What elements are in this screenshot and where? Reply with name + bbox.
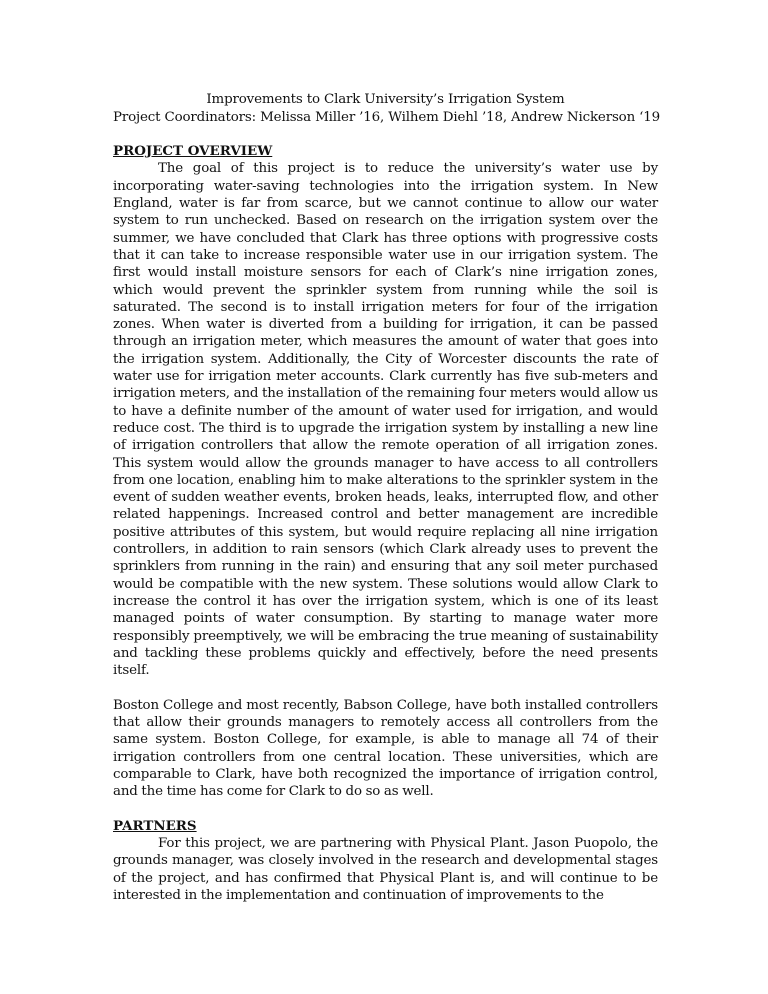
project-coordinators: Project Coordinators: Melissa Miller ’16, Wilhem Diehl ’18, Andrew Nickerson ‘19	[113, 109, 661, 125]
document-title: Improvements to Clark University’s Irrigation System	[206, 92, 565, 107]
project-overview-heading: PROJECT OVERVIEW	[113, 143, 273, 160]
partners-heading: PARTNERS	[113, 817, 197, 834]
paragraph-spacer	[113, 679, 658, 696]
partners-section	[113, 818, 658, 904]
document-page	[113, 91, 661, 904]
overview-paragraph-1: The goal of this project is to reduce the university’s water use by incorporating water-saving technologies into the irrigation system. In New England, water is far from scarce, but we cannot continue to allow our water system to run unchecked. Based on research on the irrigation system over the summer, we have concluded that Clark has three options with progressive costs that it can take to increase responsible water use in our irrigation system. The first would install moisture sensors for each of Clark’s nine irrigation zones, which would prevent the sprinkler system from running while the soil is saturated. The second is to install irrigation meters for four of the irrigation zones. When water is diverted from a building for irrigation, it can be passed through an irrigation meter, which measures the amount of water that goes into the irrigation system. Additionally, the City of Worcester discounts the rate of water use for irrigation meter accounts. Clark currently has five sub-meters and irrigation meters, and the installation of the remaining four meters would allow us to have a definite number of the amount of water used for irrigation, and would reduce cost. The third is to upgrade the irrigation system by installing a new line of irrigation controllers that allow the remote operation of all irrigation zones. This system would allow the grounds manager to have access to all controllers from one location, enabling him to make alterations to the sprinkler system in the event of sudden weather events, broken heads, leaks, interrupted flow, and other related happenings. Increased control and better management are incredible positive attributes of this system, but would require replacing all nine irrigation controllers, in addition to rain sensors (which Clark already uses to prevent the sprinklers from running in the rain) and ensuring that any soil meter purchased would be compatible with the new system. These solutions would allow Clark to increase the control it has over the irrigation system, which is one of its least managed points of water consumption. By starting to manage water more responsibly preemptively, we will be embracing the true meaning of sustainability and tackling these problems quickly and effectively, before the need presents itself.	[113, 161, 658, 679]
title-block	[113, 91, 661, 126]
project-overview-section	[113, 143, 658, 800]
overview-paragraph-2: Boston College and most recently, Babson College, have both installed controllers that allow their grounds managers to remotely access all controllers from the same system. Boston College, for example, is able to manage all 74 of their irrigation controllers from one central location. These universities, which are comparable to Clark, have both recognized the importance of irrigation control, and the time has come for Clark to do so as well.	[113, 697, 658, 800]
partners-paragraph-1: For this project, we are partnering with Physical Plant. Jason Puopolo, the grounds manager, was closely involved in the research and developmental stages of the project, and has confirmed that Physical Plant is, and will continue to be interested in the implementation and continuation of improvements to the	[113, 836, 658, 903]
